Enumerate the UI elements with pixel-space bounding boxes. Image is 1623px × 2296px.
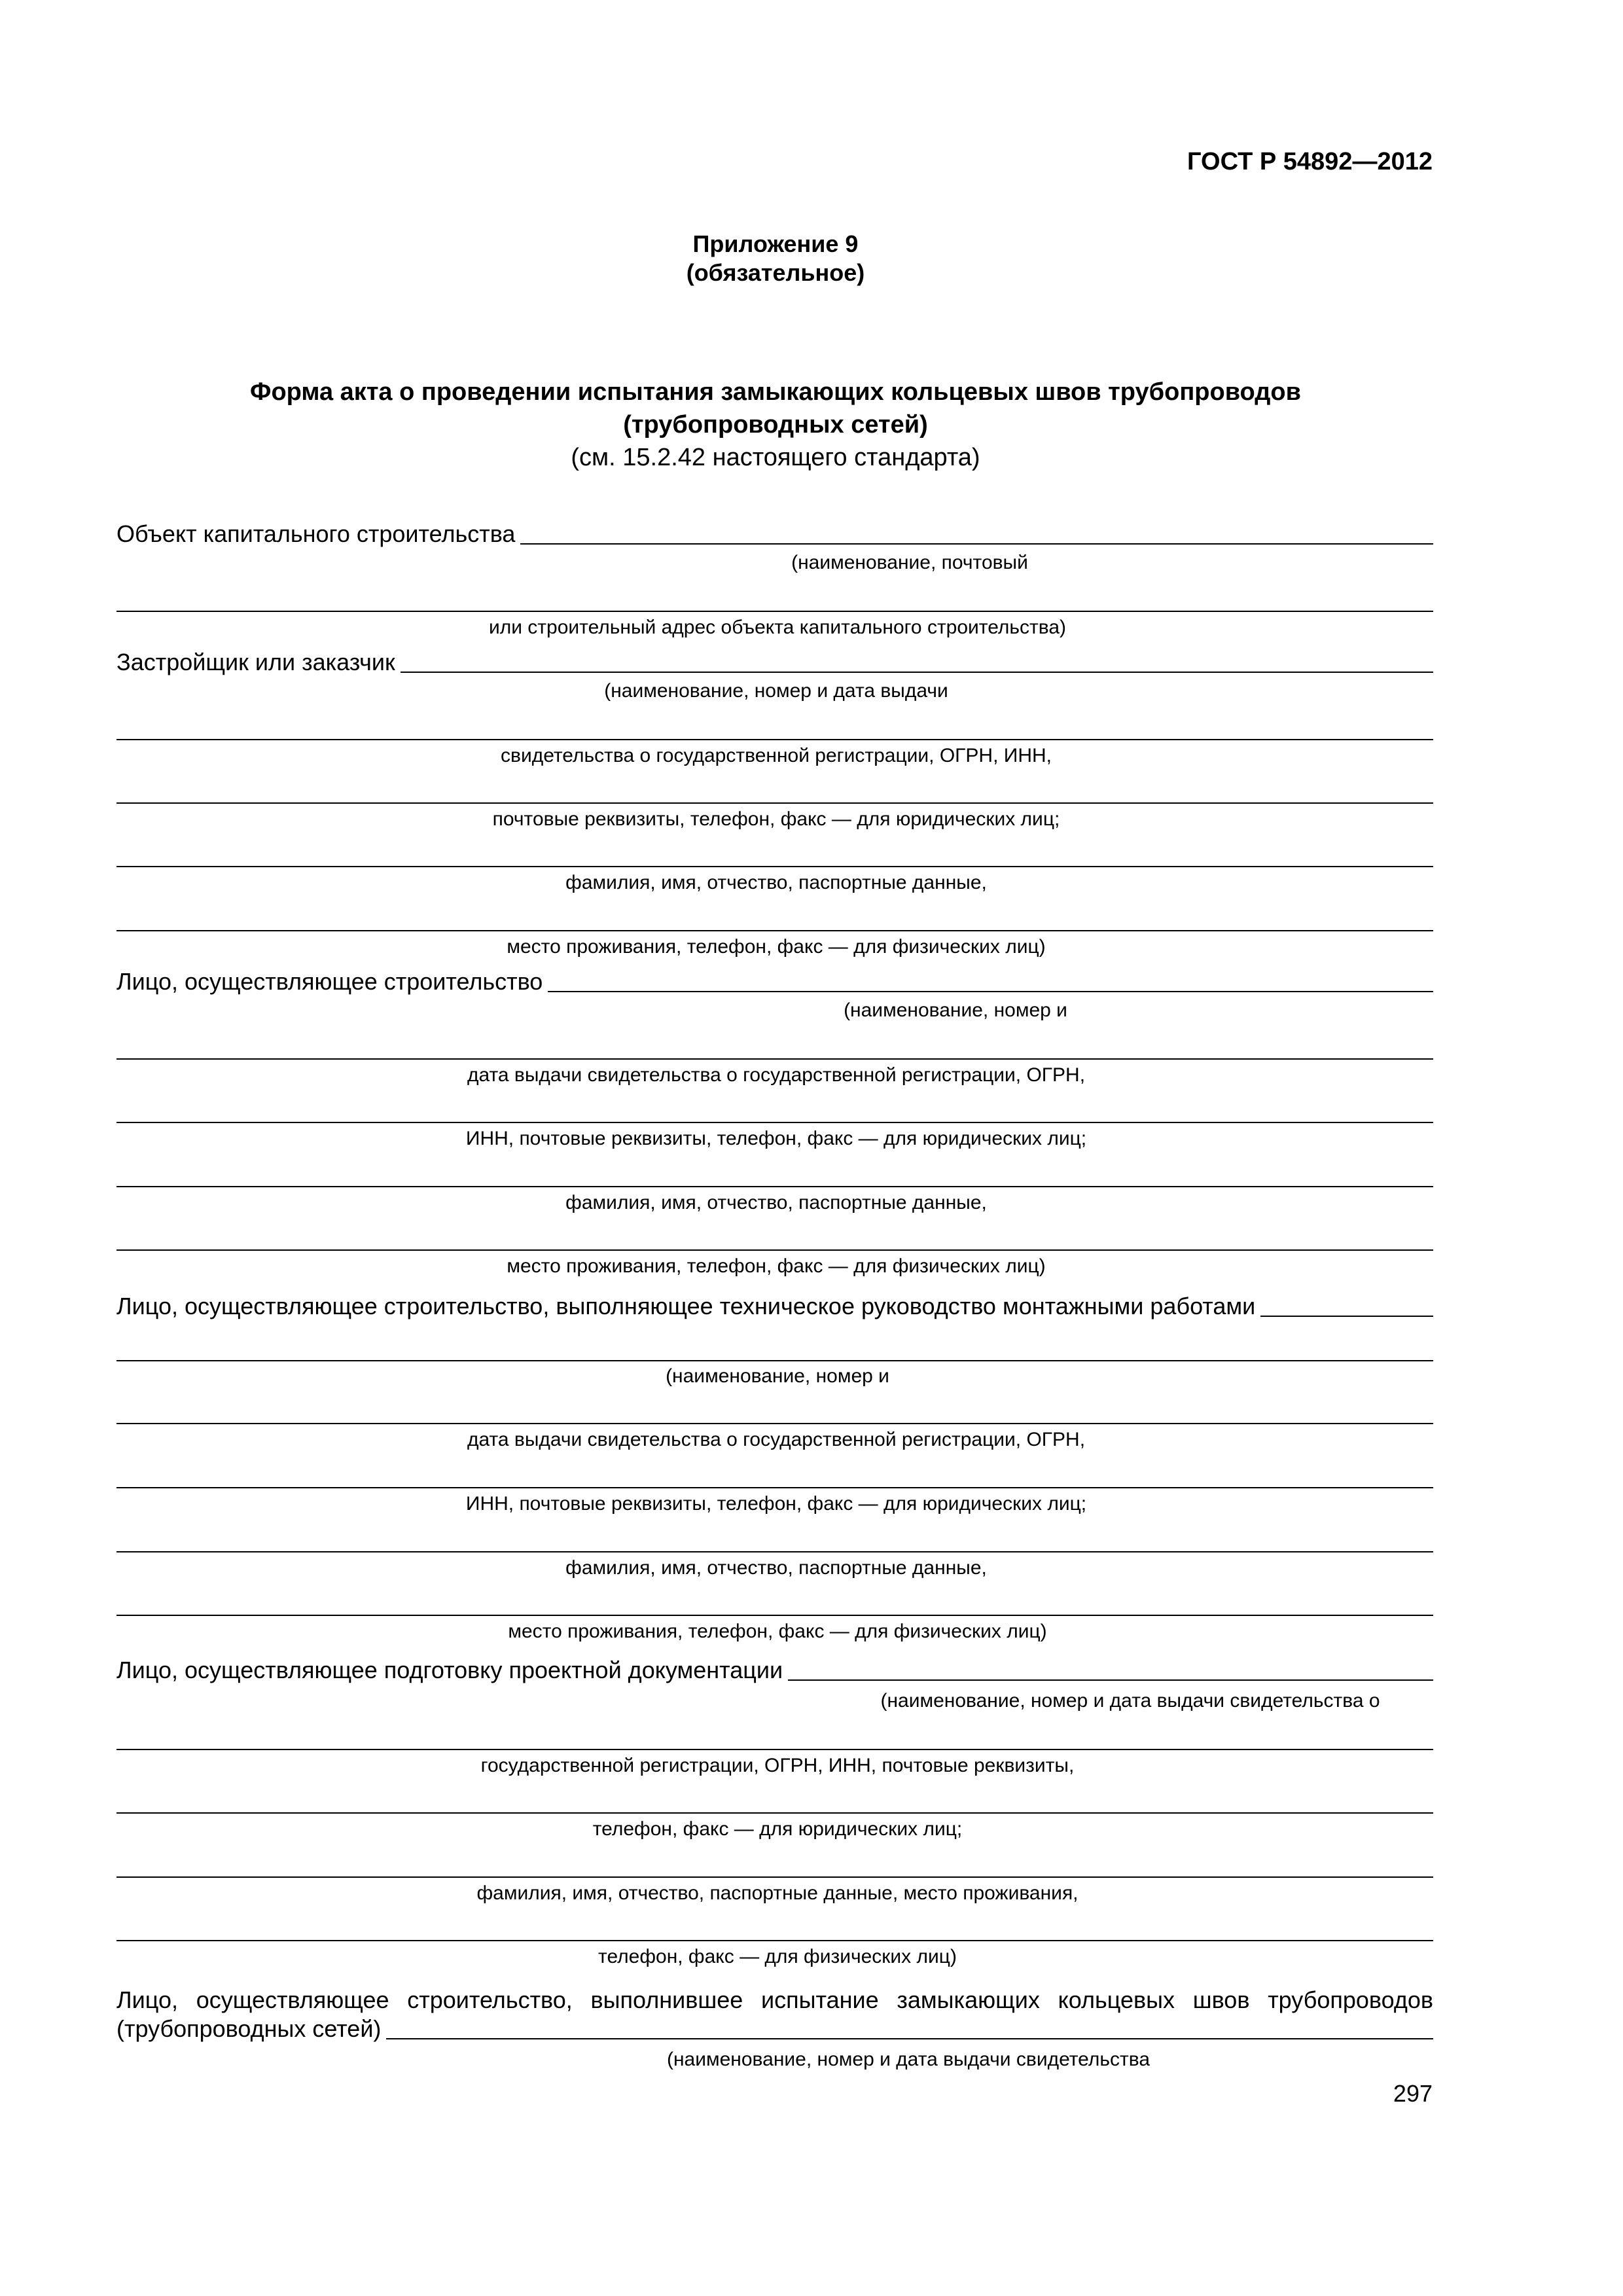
designer-input-line-5[interactable] (116, 1940, 1433, 1941)
designer-field-row (116, 1659, 1433, 1682)
builder-caption: фамилия, имя, отчество, паспортные данные, (565, 1192, 987, 1213)
tester-label: Лицо, осуществляющее строительство, выполнившее испытание замыкающих кольцевых швов трубопроводов (116, 1986, 1433, 2013)
tech-supervisor-input-line[interactable] (1260, 1316, 1433, 1317)
tech-supervisor-input-line-3[interactable] (116, 1423, 1433, 1424)
developer-label: Застройщик или заказчик (116, 649, 395, 675)
form-title-line2: (трубопроводных сетей) (623, 411, 928, 439)
page-number: 297 (1393, 2080, 1433, 2107)
developer-input-line-3[interactable] (116, 802, 1433, 804)
tech-supervisor-label: Лицо, осуществляющее строительство, выполняющее техническое руководство монтажными работами (116, 1293, 1256, 1319)
tech-supervisor-caption: (наименование, номер и (666, 1365, 889, 1387)
builder-input-line[interactable] (548, 991, 1433, 992)
designer-input-line[interactable] (788, 1679, 1433, 1681)
developer-input-line-4[interactable] (116, 866, 1433, 867)
developer-input-line-2[interactable] (116, 739, 1433, 740)
tech-supervisor-input-line-2[interactable] (116, 1360, 1433, 1361)
tech-supervisor-caption: ИНН, почтовые реквизиты, телефон, факс — для юридических лиц; (465, 1493, 1087, 1515)
object-caption: (наименование, почтовый (791, 552, 1028, 573)
developer-input-line[interactable] (401, 672, 1433, 673)
form-subtitle: (см. 15.2.42 настоящего стандарта) (571, 444, 980, 471)
designer-caption: (наименование, номер и дата выдачи свидетельства о (880, 1690, 1380, 1712)
builder-field-row (116, 970, 1433, 994)
developer-caption: место проживания, телефон, факс — для физических лиц) (507, 936, 1046, 958)
designer-input-line-2[interactable] (116, 1749, 1433, 1750)
appendix-title: Приложение 9 (692, 230, 859, 257)
document-code: ГОСТ Р 54892—2012 (1187, 148, 1433, 175)
builder-label: Лицо, осуществляющее строительство (116, 968, 543, 995)
designer-label: Лицо, осуществляющее подготовку проектной документации (116, 1657, 783, 1683)
object-label: Объект капитального строительства (116, 520, 516, 547)
tech-supervisor-caption: место проживания, телефон, факс — для физических лиц) (508, 1621, 1047, 1642)
designer-input-line-4[interactable] (116, 1876, 1433, 1878)
designer-caption: телефон, факс — для юридических лиц; (592, 1818, 963, 1840)
builder-caption: место проживания, телефон, факс — для физических лиц) (507, 1255, 1046, 1277)
builder-caption: дата выдачи свидетельства о государственной регистрации, ОГРН, (467, 1064, 1086, 1086)
tech-supervisor-field-row (116, 1295, 1433, 1318)
developer-input-line-5[interactable] (116, 930, 1433, 931)
developer-field-row (116, 651, 1433, 674)
object-input-line-2[interactable] (116, 611, 1433, 612)
appendix-status: (обязательное) (686, 259, 865, 286)
builder-input-line-5[interactable] (116, 1249, 1433, 1251)
designer-input-line-3[interactable] (116, 1812, 1433, 1814)
developer-caption: свидетельства о государственной регистрации, ОГРН, ИНН, (501, 745, 1052, 766)
developer-caption: (наименование, номер и дата выдачи (604, 680, 948, 702)
object-input-line[interactable] (520, 543, 1433, 545)
builder-input-line-2[interactable] (116, 1058, 1433, 1060)
builder-caption: (наименование, номер и (844, 999, 1067, 1021)
builder-input-line-4[interactable] (116, 1186, 1433, 1187)
developer-caption: почтовые реквизиты, телефон, факс — для юридических лиц; (492, 808, 1060, 830)
tech-supervisor-caption: фамилия, имя, отчество, паспортные данные, (565, 1557, 987, 1579)
tech-supervisor-caption: дата выдачи свидетельства о государственной регистрации, ОГРН, (467, 1429, 1086, 1450)
tech-supervisor-input-line-4[interactable] (116, 1487, 1433, 1488)
form-title: Форма акта о проведении испытания замыкающих кольцевых швов трубопроводов (250, 378, 1301, 406)
builder-input-line-3[interactable] (116, 1122, 1433, 1123)
tech-supervisor-input-line-6[interactable] (116, 1615, 1433, 1616)
designer-caption: телефон, факс — для физических лиц) (598, 1946, 957, 1967)
builder-caption: ИНН, почтовые реквизиты, телефон, факс — для юридических лиц; (465, 1128, 1087, 1149)
tester-input-line[interactable] (386, 2038, 1433, 2039)
tester-field-row (116, 2017, 1433, 2041)
designer-caption: государственной регистрации, ОГРН, ИНН, почтовые реквизиты, (480, 1755, 1075, 1776)
developer-caption: фамилия, имя, отчество, паспортные данные, (565, 872, 987, 893)
designer-caption: фамилия, имя, отчество, паспортные данные, место проживания, (476, 1882, 1079, 1904)
tester-caption: (наименование, номер и дата выдачи свидетельства (666, 2049, 1150, 2070)
tech-supervisor-input-line-5[interactable] (116, 1551, 1433, 1552)
object-field-row (116, 522, 1433, 546)
tester-label-line2: (трубопроводных сетей) (116, 2015, 382, 2042)
object-caption: или строительный адрес объекта капитального строительства) (488, 617, 1067, 638)
